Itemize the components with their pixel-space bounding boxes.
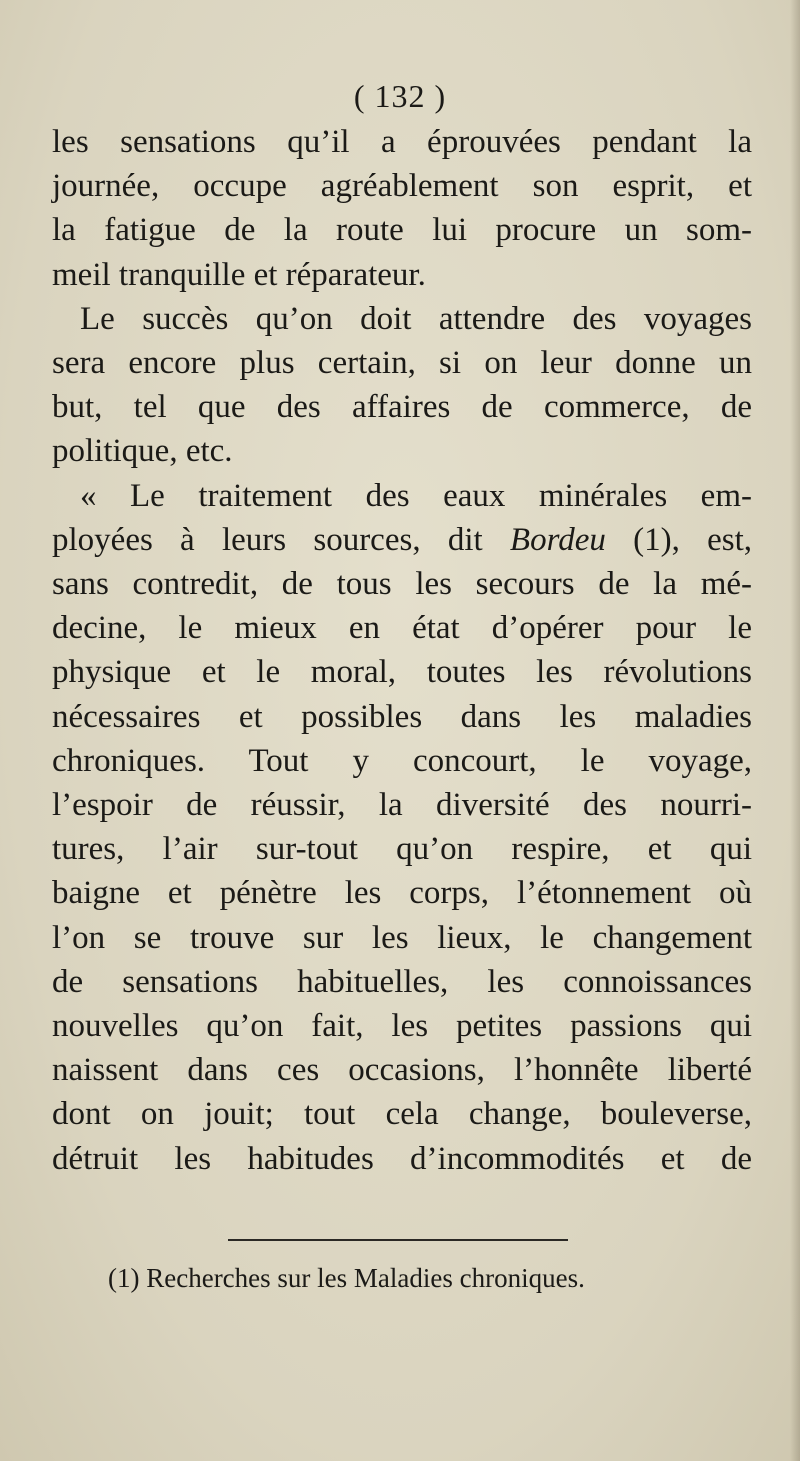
text-line: les sensations qu’il a éprouvées pendant la: [52, 124, 752, 160]
text-line: tures, l’air sur-tout qu’on respire, et qui: [52, 831, 752, 868]
text-segment: (1), est,: [605, 521, 753, 558]
text-line: détruit les habitudes d’incommodités et de: [52, 1140, 752, 1177]
text-line: la fatigue de la route lui procure un som-: [52, 212, 752, 249]
text-line: nécessaires et possibles dans les maladies: [52, 698, 752, 735]
footnote-divider: [228, 1239, 568, 1241]
text-line: l’on se trouve sur les lieux, le changement: [52, 919, 752, 956]
text-line: politique, etc.: [52, 433, 233, 470]
text-line: Le succès qu’on doit attendre des voyages: [80, 300, 752, 337]
footnote: (1) Recherches sur les Maladies chroniques.: [108, 1263, 585, 1293]
text-line: de sensations habituelles, les connoissances: [52, 963, 752, 1000]
text-line: journée, occupe agréablement son esprit, et: [52, 168, 752, 205]
page-edge-shadow: [790, 0, 800, 1461]
text-line: sera encore plus certain, si on leur donne un: [52, 345, 752, 382]
text-line: meil tranquille et réparateur.: [52, 256, 426, 293]
text-line: nouvelles qu’on fait, les petites passions qui: [52, 1008, 752, 1045]
page-number: ( 132 ): [353, 78, 447, 114]
text-line: [52, 518, 752, 562]
text-line: l’espoir de réussir, la diversité des nourri-: [52, 787, 752, 824]
text-line: chroniques. Tout y concourt, le voyage,: [52, 742, 752, 779]
text-line: « Le traitement des eaux minérales em-: [80, 477, 752, 514]
text-line: sans contredit, de tous les secours de la mé-: [52, 566, 752, 603]
text-segment: ployées à leurs sources, dit: [52, 521, 510, 558]
text-line: but, tel que des affaires de commerce, de: [52, 389, 752, 426]
text-line: naissent dans ces occasions, l’honnête liberté: [52, 1052, 752, 1089]
author-name: Bordeu: [509, 521, 606, 558]
text-line: physique et le moral, toutes les révolutions: [52, 654, 752, 691]
text-line: decine, le mieux en état d’opérer pour le: [52, 610, 752, 647]
text-line: dont on jouit; tout cela change, bouleverse,: [52, 1096, 752, 1133]
text-line: baigne et pénètre les corps, l’étonnement où: [52, 875, 752, 912]
body-text: [52, 120, 752, 1181]
